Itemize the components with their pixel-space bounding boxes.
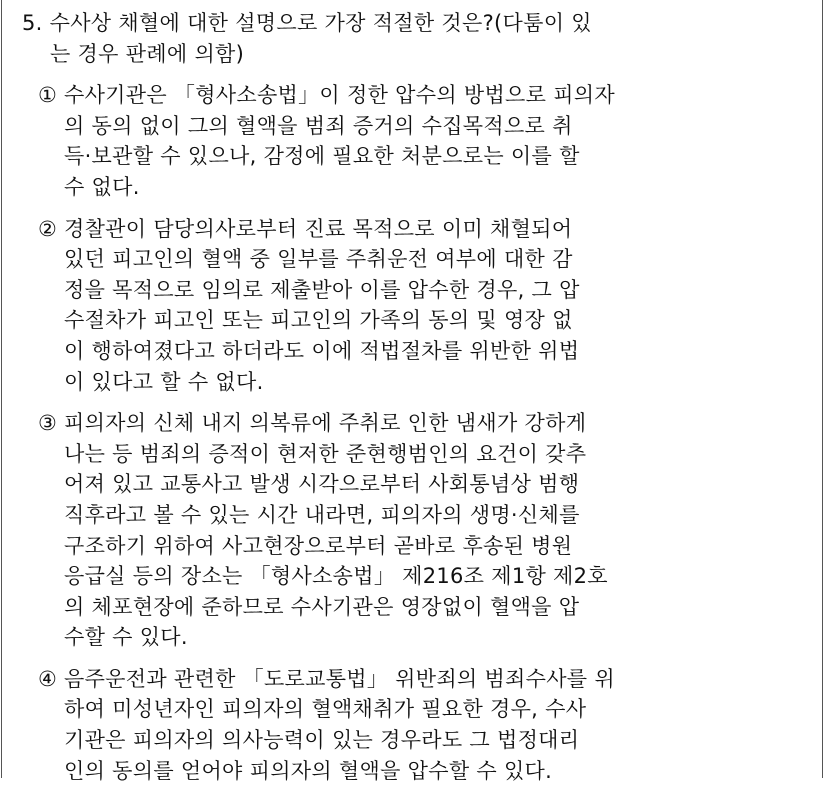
option-text-line: 음주운전과 관련한 「도로교통법」 위반죄의 범죄수사를 위	[64, 666, 615, 691]
option-text-line: 어져 있고 교통사고 발생 시각으로부터 사회통념상 범행	[64, 472, 580, 497]
option-text-line: 의 체포현장에 준하므로 수사기관은 영장없이 혈액을 압	[64, 594, 580, 619]
question-content	[0, 8, 826, 786]
option-text-line: 피의자의 신체 내지 의복류에 주취로 인한 냄새가 강하게	[64, 411, 587, 436]
option-text-line: 하여 미성년자인 피의자의 혈액채취가 필요한 경우, 수사	[64, 697, 587, 722]
option-text-line: 나는 등 범죄의 증적이 현저한 준현행범인의 요건이 갖추	[64, 441, 587, 466]
option-text-line: 수사기관은 「형사소송법」이 정한 압수의 방법으로 피의자	[64, 83, 615, 108]
question-line: 5. 수사상 채혈에 대한 설명으로 가장 적절한 것은?(다툼이 있	[22, 11, 592, 35]
option-text-line: 있던 피고인의 혈액 중 일부를 주취운전 여부에 대한 감	[64, 247, 573, 272]
answer-option-3[interactable]	[0, 408, 826, 653]
question-line: 는 경우 판례에 의함)	[50, 41, 245, 66]
answer-option-2[interactable]	[0, 214, 826, 398]
option-text-line: 기관은 피의자의 의사능력이 있는 경우라도 그 법정대리	[64, 728, 580, 753]
option-text-line: 인의 동의를 얻어야 피의자의 혈액을 압수할 수 있다.	[64, 758, 553, 783]
option-marker: ③	[38, 411, 57, 436]
option-text-line: 이 행하여졌다고 하더라도 이에 적법절차를 위반한 위법	[64, 338, 580, 363]
option-marker: ④	[38, 666, 57, 691]
option-text-line: 직후라고 볼 수 있는 시간 내라면, 피의자의 생명·신체를	[64, 502, 580, 527]
option-text-line: 구조하기 위하여 사고현장으로부터 곧바로 후송된 병원	[64, 533, 573, 558]
answer-option-4[interactable]	[0, 664, 826, 786]
option-marker: ①	[38, 83, 57, 108]
option-text-line: 응급실 등의 장소는 「형사소송법」 제216조 제1항 제2호	[64, 564, 608, 589]
answer-option-1[interactable]	[0, 80, 826, 202]
option-text-line: 의 동의 없이 그의 혈액을 범죄 증거의 수집목적으로 취	[64, 113, 573, 138]
option-text-line: 수할 수 있다.	[64, 625, 188, 650]
option-text-line: 정을 목적으로 임의로 제출받아 이를 압수한 경우, 그 압	[64, 277, 580, 302]
option-text-line: 경찰관이 담당의사로부터 진료 목적으로 이미 채혈되어	[64, 216, 573, 241]
question-stem	[0, 8, 826, 69]
option-marker: ②	[38, 216, 57, 241]
option-text-line: 수절차가 피고인 또는 피고인의 가족의 동의 및 영장 없	[64, 308, 573, 333]
option-text-line: 이 있다고 할 수 없다.	[64, 369, 264, 394]
option-text-line: 득·보관할 수 있으나, 감정에 필요한 처분으로는 이를 할	[64, 144, 580, 169]
option-text-line: 수 없다.	[64, 174, 140, 199]
